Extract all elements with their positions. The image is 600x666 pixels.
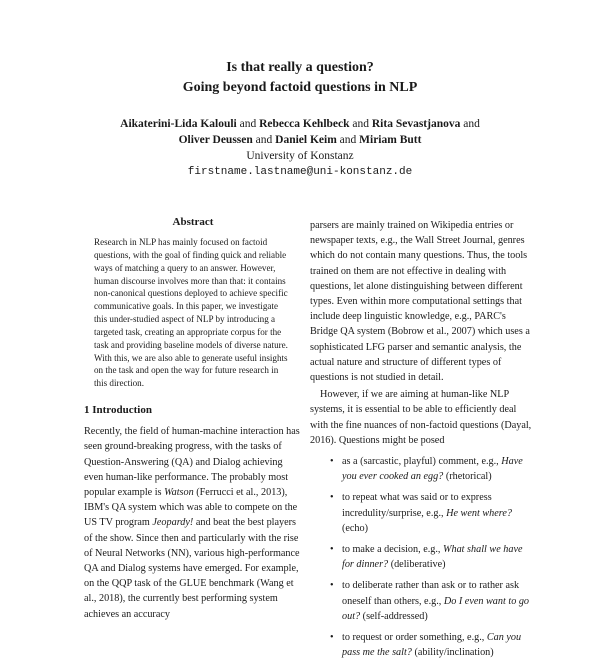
author-5: Daniel Keim (275, 134, 337, 146)
author-2: Rebecca Kehlbeck (259, 118, 350, 130)
list-item: • to request or order something, e.g., Can you pass me the salt? (ability/inclination) (330, 632, 522, 659)
right-paragraph-2: However, if we are aiming at human-like NLP systems, it is essential to be able to efficiently deal with the fine nuances of non-factoid questions (Dayal, 2016). Questions might be posed (310, 389, 532, 446)
list-item: • to repeat what was said or to express incredulity/surprise, e.g., He went where? (echo) (330, 492, 512, 534)
jeopardy-term: Jeopardy! (152, 517, 194, 529)
introduction-heading: 1 Introduction (84, 404, 152, 417)
author-sep-1: and (239, 118, 257, 130)
author-sep-3: and (463, 118, 480, 130)
paper-title (0, 58, 600, 98)
abstract-heading: Abstract (172, 216, 214, 228)
list-item: • as a (sarcastic, playful) comment, e.g., Have you ever cooked an egg? (rhetorical) (330, 456, 523, 483)
abstract-text: Research in NLP has mainly focused on factoid questions, with the goal of finding quick and reliable ways of matching a query to an answer. However, human discourse involves more than that: it contains non-canonical questions deployed to achieve specific communicative goals. In this paper, we investigate this under-studied aspect of NLP by introducing a targeted task, creating an appropriate corpus for the task and providing baseline models of diverse nature. With this, we are also able to generate useful insights on the task and open the way for future research in this direction. (94, 237, 288, 389)
author-sep-5: and (339, 134, 357, 146)
author-3: Rita Sevastjanova (371, 118, 461, 130)
list-item: • to deliberate rather than ask or to rather ask oneself than others, e.g., Do I even want to go out? (self-addressed) (330, 580, 530, 622)
bullet-icon: • (330, 580, 334, 592)
left-column (84, 216, 302, 622)
right-paragraph-1: parsers are mainly trained on Wikipedia entries or newspaper texts, e.g., the Wall Street Journal, genres which do not contain many questions. Thus, the tools trained on them are not effective in dealing with questions, let alone distinguishing between different types. Even within more computational settings that include deep linguistic knowledge, e.g., PARC's Bridge QA system (Bobrow et al., 2007) which uses a sophisticated LFG parser and semantic analysis, the actual nature and structure of different types of questions is not studied in detail. (310, 220, 530, 384)
author-6: Miriam Butt (359, 134, 422, 146)
email-address: firstname.lastname@uni-konstanz.de (187, 166, 413, 178)
bullet-icon: • (330, 544, 334, 556)
affiliation: University of Konstanz (246, 150, 354, 162)
watson-term: Watson (164, 486, 194, 498)
right-column (310, 218, 532, 666)
title-line-1: Is that really a question? (226, 60, 374, 75)
author-1: Aikaterini-Lida Kalouli (120, 118, 237, 130)
bullet-icon: • (330, 456, 334, 468)
title-line-2: Going beyond factoid questions in NLP (182, 80, 418, 95)
bullet-icon: • (330, 492, 334, 504)
list-item: • to make a decision, e.g., What shall we have for dinner? (deliberative) (330, 544, 523, 571)
introduction-paragraph: Recently, the field of human-machine interaction has seen ground-breaking progress, with the tasks of Question-Answering (QA) and Dialog achieving even human-like performance. The probably most popular example is Watson (Ferrucci et al., 2013), IBM's QA system which was able to compete on the US TV program Jeopardy! and beat the best players of the show. Since then and particularly with the rise of Neural Networks (NN), various high-performance QA and Dialog systems have emerged. For example, on the QQP task of the GLUE benchmark (Wang et al., 2018), the currently best performing system achieves an accuracy (84, 426, 300, 620)
author-4: Oliver Deussen (178, 134, 253, 146)
author-sep-4: and (255, 134, 273, 146)
question-types-list (310, 454, 532, 660)
bullet-icon: • (330, 632, 334, 644)
author-list (0, 116, 600, 148)
author-sep-2: and (352, 118, 369, 130)
